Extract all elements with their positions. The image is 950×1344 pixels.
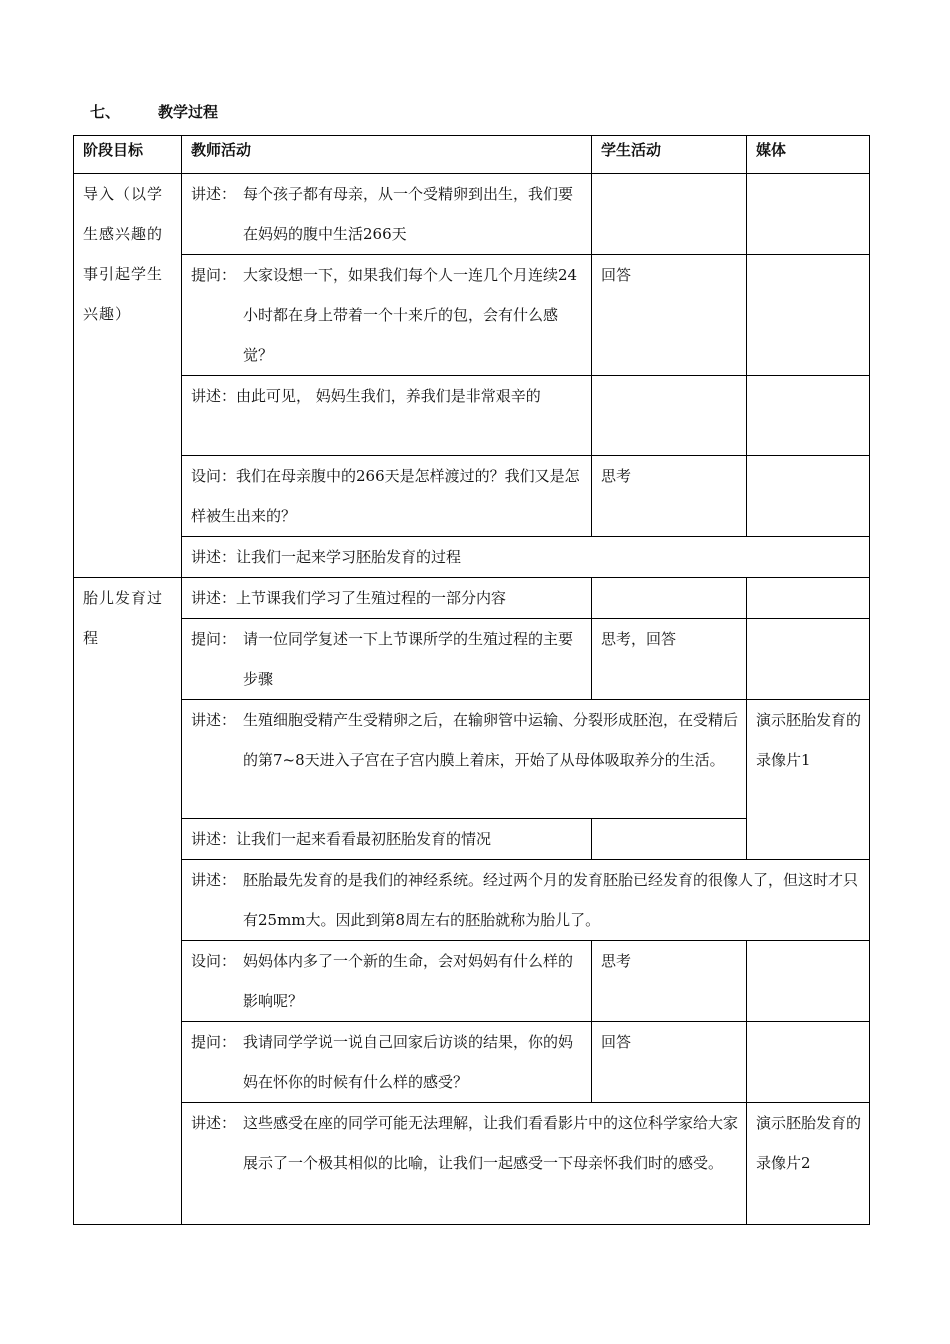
header-teacher: 教师活动 bbox=[182, 136, 592, 174]
media-cell bbox=[747, 578, 870, 619]
teacher-activity bbox=[182, 700, 747, 819]
activity-label: 提问： bbox=[191, 630, 237, 648]
table-row bbox=[74, 700, 870, 819]
teacher-activity bbox=[182, 619, 592, 700]
activity-label: 讲述： bbox=[191, 548, 237, 566]
media-cell: 演示胚胎发育的录像片1 bbox=[747, 700, 870, 860]
stage-intro: 导入（以学生感兴趣的事引起学生兴趣） bbox=[74, 174, 182, 578]
student-activity: 思考 bbox=[592, 456, 747, 537]
header-stage: 阶段目标 bbox=[74, 136, 182, 174]
activity-text: 我们在母亲腹中的266天是怎样渡过的？我们又是怎样被生出来的？ bbox=[191, 467, 580, 525]
section-number: 七、 bbox=[90, 103, 121, 121]
student-activity: 回答 bbox=[592, 255, 747, 376]
teacher-activity bbox=[182, 174, 592, 255]
activity-text: 生殖细胞受精产生受精卵之后，在输卵管中运输、分裂形成胚泡，在受精后的第7~8天进入子宫在子宫内膜上着床，开始了从母体吸取养分的生活。 bbox=[243, 711, 739, 769]
teacher-activity bbox=[182, 376, 592, 456]
student-activity bbox=[592, 819, 747, 860]
activity-label: 讲述： bbox=[191, 1114, 237, 1132]
activity-label: 提问： bbox=[191, 266, 237, 284]
activity-text: 让我们一起来看看最初胚胎发育的情况 bbox=[236, 830, 492, 848]
table-row bbox=[74, 376, 870, 456]
student-activity bbox=[592, 578, 747, 619]
table-row bbox=[74, 255, 870, 376]
media-cell bbox=[747, 255, 870, 376]
teacher-activity bbox=[182, 860, 870, 941]
teacher-activity bbox=[182, 819, 592, 860]
media-cell bbox=[747, 1022, 870, 1103]
activity-label: 提问： bbox=[191, 1033, 237, 1051]
table-row bbox=[74, 941, 870, 1022]
teacher-activity bbox=[182, 456, 592, 537]
table-row bbox=[74, 537, 870, 578]
activity-text: 这些感受在座的同学可能无法理解，让我们看看影片中的这位科学家给大家展示了一个极其相似的比喻，让我们一起感受一下母亲怀我们时的感受。 bbox=[243, 1114, 739, 1172]
activity-text: 妈妈体内多了一个新的生命，会对妈妈有什么样的影响呢？ bbox=[243, 952, 574, 1010]
section-heading bbox=[90, 101, 218, 122]
student-activity: 回答 bbox=[592, 1022, 747, 1103]
student-activity bbox=[592, 174, 747, 255]
teacher-activity bbox=[182, 1022, 592, 1103]
table-row bbox=[74, 619, 870, 700]
table-row bbox=[74, 456, 870, 537]
teaching-process-table bbox=[73, 135, 870, 1225]
student-activity: 思考 bbox=[592, 941, 747, 1022]
activity-label: 讲述： bbox=[191, 185, 237, 203]
student-activity: 思考，回答 bbox=[592, 619, 747, 700]
activity-text: 胚胎最先发育的是我们的神经系统。经过两个月的发育胚胎已经发育的很像人了，但这时才只有25mm大。因此到第8周左右的胚胎就称为胎儿了。 bbox=[243, 871, 859, 929]
activity-label: 讲述： bbox=[191, 387, 237, 405]
teacher-activity bbox=[182, 255, 592, 376]
activity-text: 我请同学学说一说自己回家后访谈的结果，你的妈妈在怀你的时候有什么样的感受？ bbox=[243, 1033, 574, 1091]
media-cell bbox=[747, 619, 870, 700]
activity-text: 由此可见， 妈妈生我们，养我们是非常艰辛的 bbox=[236, 387, 541, 405]
activity-label: 讲述： bbox=[191, 830, 237, 848]
table-row bbox=[74, 578, 870, 619]
teacher-activity bbox=[182, 1103, 747, 1225]
table-row bbox=[74, 174, 870, 255]
activity-label: 设问： bbox=[191, 952, 237, 970]
table-header-row bbox=[74, 136, 870, 174]
activity-text: 请一位同学复述一下上节课所学的生殖过程的主要步骤 bbox=[243, 630, 574, 688]
header-student: 学生活动 bbox=[592, 136, 747, 174]
media-cell bbox=[747, 941, 870, 1022]
activity-text: 每个孩子都有母亲，从一个受精卵到出生，我们要在妈妈的腹中生活266天 bbox=[243, 185, 574, 243]
activity-label: 讲述： bbox=[191, 871, 237, 889]
teacher-activity bbox=[182, 537, 870, 578]
media-cell bbox=[747, 376, 870, 456]
table-row bbox=[74, 1103, 870, 1225]
teacher-activity bbox=[182, 578, 592, 619]
section-title: 教学过程 bbox=[158, 103, 219, 121]
student-activity bbox=[592, 376, 747, 456]
table-row bbox=[74, 860, 870, 941]
activity-label: 设问： bbox=[191, 467, 237, 485]
media-cell bbox=[747, 174, 870, 255]
activity-label: 讲述： bbox=[191, 711, 237, 729]
media-cell bbox=[747, 456, 870, 537]
stage-development: 胎儿发育过程 bbox=[74, 578, 182, 1225]
teacher-activity bbox=[182, 941, 592, 1022]
activity-text: 让我们一起来学习胚胎发育的过程 bbox=[236, 548, 462, 566]
header-media: 媒体 bbox=[747, 136, 870, 174]
activity-label: 讲述： bbox=[191, 589, 237, 607]
table-row bbox=[74, 1022, 870, 1103]
media-cell: 演示胚胎发育的录像片2 bbox=[747, 1103, 870, 1225]
activity-text: 上节课我们学习了生殖过程的一部分内容 bbox=[236, 589, 507, 607]
activity-text: 大家设想一下，如果我们每个人一连几个月连续24小时都在身上带着一个十来斤的包，会有什么感觉？ bbox=[243, 266, 578, 364]
